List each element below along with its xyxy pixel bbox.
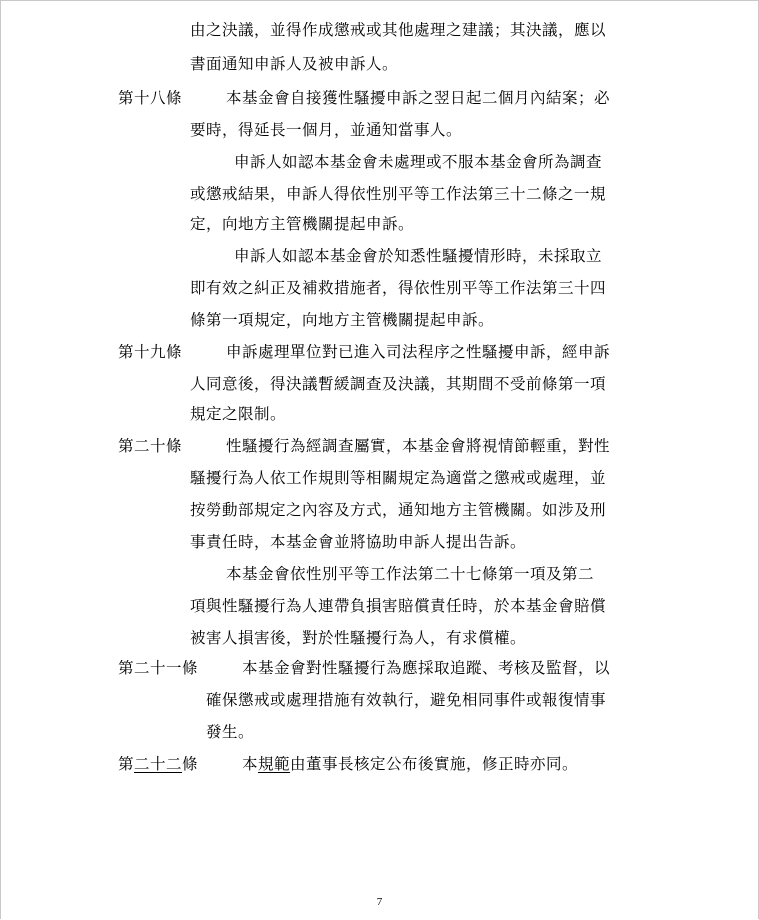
- text-line: 要時，得延長一個月，並通知當事人。: [190, 121, 463, 139]
- page-number: 7: [376, 896, 383, 908]
- text-line: 申訴人如認本基金會未處理或不服本基金會所為調查: [234, 153, 603, 171]
- text-line: 即有效之糾正及補救措施者，得依性別平等工作法第三十四: [190, 279, 607, 297]
- text-line: 定，向地方主管機關提起申訴。: [190, 215, 415, 233]
- text-line: 申訴處理單位對已進入司法程序之性騷擾申訴，經申訴: [226, 343, 611, 361]
- text-line: 人同意後，得決議暫緩調查及決議，其期間不受前條第一項: [190, 375, 607, 393]
- text-line: 性騷擾行為經調查屬實，本基金會將視情節輕重，對性: [226, 437, 611, 455]
- article-22-prefix: 第: [118, 755, 135, 773]
- article-22-body-part3: 由董事長核定公布後實施，修正時亦同。: [290, 755, 579, 773]
- article-20-label: 第二十條: [118, 437, 183, 455]
- text-line: 本基金會自接獲性騷擾申訴之翌日起二個月內結案；必: [226, 89, 611, 107]
- text-line: 本基金會依性別平等工作法第二十七條第一項及第二: [226, 565, 595, 583]
- text-line: 由之決議，並得作成懲戒或其他處理之建議；其決議，應以: [190, 21, 607, 39]
- article-22-number: 二十二: [134, 755, 183, 773]
- text-line: 確保懲戒或處理措施有效執行，避免相同事件或報復情事: [206, 691, 607, 709]
- text-line: 發生。: [206, 723, 255, 741]
- text-line: 或懲戒結果，申訴人得依性別平等工作法第三十二條之一規: [190, 185, 607, 203]
- text-line: 條第一項規定，向地方主管機關提起申訴。: [190, 311, 495, 329]
- text-line: 書面通知申訴人及被申訴人。: [190, 55, 399, 73]
- article-19-label: 第十九條: [118, 343, 183, 361]
- article-22-label: [118, 754, 198, 774]
- text-line: 被害人損害後，對於性騷擾行為人，有求償權。: [190, 629, 527, 647]
- article-18-label: 第十八條: [118, 89, 183, 107]
- article-22-body-term: 規範: [258, 755, 291, 773]
- text-line: 事責任時，本基金會並將協助申訴人提出告訴。: [190, 533, 527, 551]
- article-22-body: [242, 754, 578, 774]
- text-line: 按勞動部規定之內容及方式，通知地方主管機關。如涉及刑: [190, 501, 607, 519]
- article-21-label: 第二十一條: [118, 659, 199, 677]
- article-22-body-part1: 本: [242, 755, 259, 773]
- text-line: 項與性騷擾行為人連帶負損害賠償責任時，於本基金會賠償: [190, 597, 607, 615]
- text-line: 本基金會對性騷擾行為應採取追蹤、考核及監督，以: [242, 659, 611, 677]
- article-22-suffix: 條: [182, 755, 199, 773]
- text-line: 騷擾行為人依工作規則等相關規定為適當之懲戒或處理，並: [190, 469, 607, 487]
- text-line: 申訴人如認本基金會於知悉性騷擾情形時，未採取立: [234, 247, 603, 265]
- text-line: 規定之限制。: [190, 405, 287, 423]
